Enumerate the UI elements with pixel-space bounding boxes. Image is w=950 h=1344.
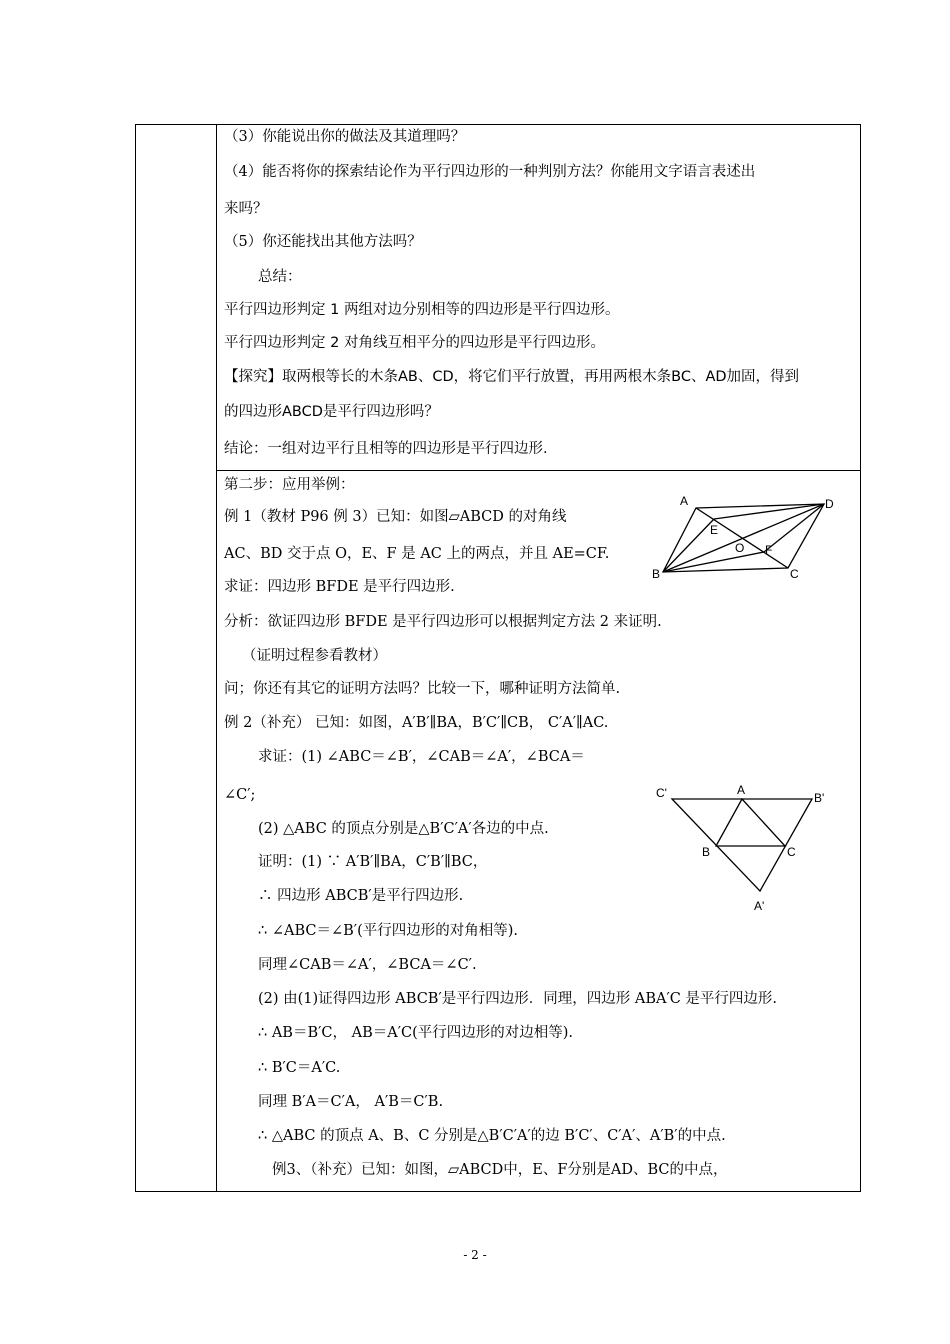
page-number: - 2 - [463, 1248, 487, 1262]
label-o: O [735, 541, 745, 555]
label-f: F [765, 543, 773, 557]
rule-1: 平行四边形判定 1 两组对边分别相等的四边形是平行四边形。 [224, 302, 620, 318]
example-1-reference: （证明过程参看教材） [242, 648, 387, 664]
table-row-divider [216, 470, 860, 471]
proof-step-8: 同理 B′A＝C′A， A′B＝C′B. [258, 1094, 444, 1110]
label-d: D [825, 497, 834, 511]
question-4-line2: 来吗？ [224, 201, 268, 217]
table-column-divider [216, 125, 217, 1191]
label-c: C [790, 567, 799, 581]
question-4-line1: （4）能否将你的探索结论作为平行四边形的一种判别方法？你能用文字语言表述出 [224, 164, 756, 180]
example-1-line2: AC、BD 交于点 O，E、F 是 AC 上的两点，并且 AE=CF. [224, 546, 610, 562]
explore-line2: 的四边形ABCD是平行四边形吗？ [224, 404, 439, 420]
step-2-heading: 第二步：应用举例： [224, 477, 355, 493]
label-e: E [710, 523, 719, 537]
example-3: 例3、（补充）已知：如图，▱ABCD中，E、F分别是AD、BC的中点， [272, 1162, 728, 1178]
question-5: （5）你还能找出其他方法吗？ [224, 234, 422, 250]
proof-step-5: (2) 由(1)证得四边形 ABCB′是平行四边形．同理，四边形 ABA′C 是平行四边形. [258, 991, 778, 1007]
label-a-top: A [737, 783, 746, 797]
example-1-question: 问；你还有其它的证明方法吗？比较一下，哪种证明方法简单. [224, 681, 621, 697]
proof-step-2: ∴ 四边形 ABCB′是平行四边形. [258, 888, 464, 904]
proof-step-9: ∴ △ABC 的顶点 A、B、C 分别是△B′C′A′的边 B′C′、C′A′、A′B′的中点. [258, 1128, 726, 1144]
summary-label: 总结： [258, 269, 302, 285]
figure-triangles [650, 780, 840, 915]
label-b: B [652, 567, 661, 581]
proof-step-7: ∴ B′C＝A′C. [258, 1060, 341, 1076]
example-1-line1: 例 1（教材 P96 例 3）已知：如图▱ABCD 的对角线 [224, 509, 567, 525]
example-2-prove-line3: (2) △ABC 的顶点分别是△B′C′A′各边的中点. [258, 821, 549, 837]
example-1-analysis: 分析：欲证四边形 BFDE 是平行四边形可以根据判定方法 2 来证明. [224, 614, 662, 630]
label-c-mid: C [787, 845, 796, 859]
inner-triangle [716, 799, 785, 846]
explore-line1: 【探究】取两根等长的木条AB、CD，将它们平行放置，再用两根木条BC、AD加固，得到 [224, 369, 800, 385]
example-1-prove: 求证：四边形 BFDE 是平行四边形. [224, 579, 455, 595]
proof-step-1: 证明：(1) ∵ A′B′∥BA，C′B′∥BC， [258, 854, 488, 870]
proof-step-3: ∴ ∠ABC＝∠B′(平行四边形的对角相等). [258, 923, 518, 939]
example-2-given: 例 2（补充） 已知：如图，A′B′∥BA，B′C′∥CB， C′A′∥AC. [224, 715, 609, 731]
diagonal-bd [663, 504, 824, 572]
proof-step-6: ∴ AB＝B′C， AB＝A′C(平行四边形的对边相等). [258, 1025, 574, 1041]
example-2-prove-line2: ∠C′; [224, 787, 256, 803]
label-b-prime: B' [814, 791, 825, 805]
label-b-mid: B [702, 845, 711, 859]
label-a: A [680, 494, 689, 508]
conclusion: 结论：一组对边平行且相等的四边形是平行四边形. [224, 441, 548, 457]
figure-parallelogram [640, 488, 850, 588]
label-a-prime: A' [754, 899, 765, 913]
question-3: （3）你能说出你的做法及其道理吗？ [224, 129, 466, 145]
label-c-prime: C' [656, 786, 667, 800]
example-2-prove-line1: 求证：(1) ∠ABC＝∠B′，∠CAB＝∠A′，∠BCA＝ [258, 749, 585, 765]
proof-step-4: 同理∠CAB＝∠A′，∠BCA＝∠C′. [258, 957, 477, 973]
rule-2: 平行四边形判定 2 对角线互相平分的四边形是平行四边形。 [224, 335, 605, 351]
